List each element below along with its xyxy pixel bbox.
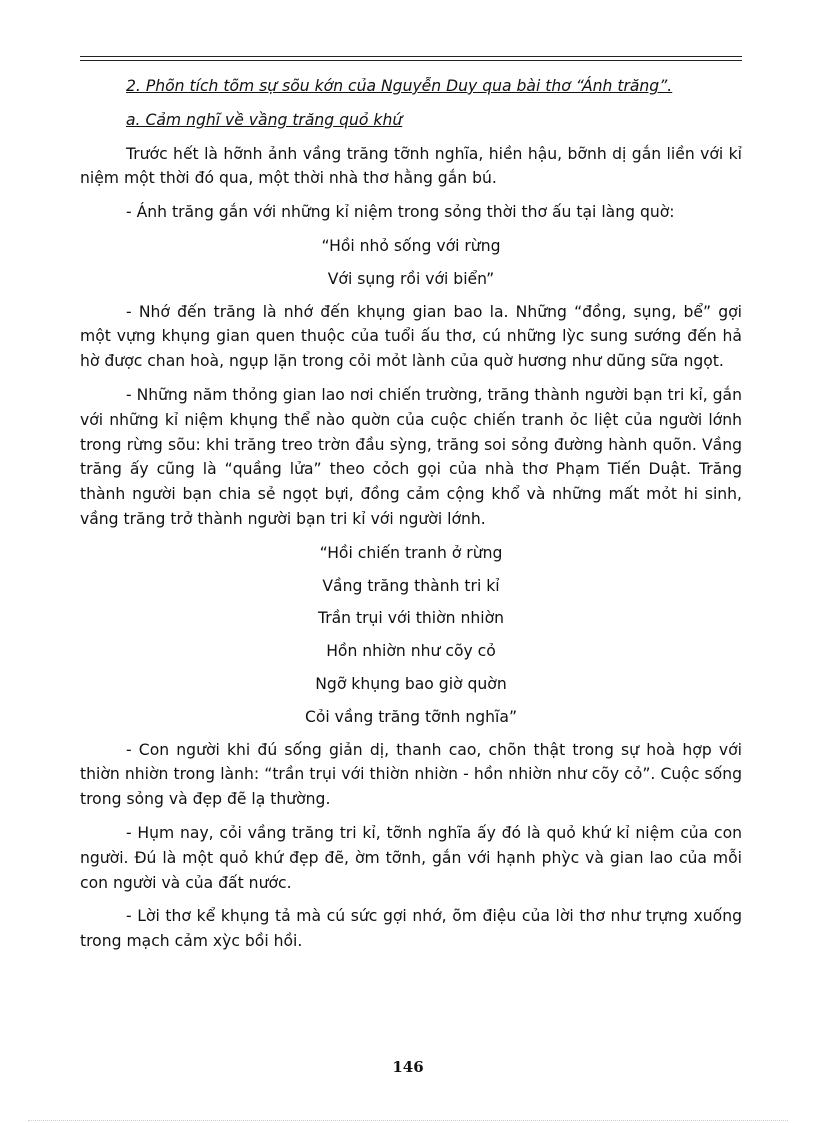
poem-line: Vầng trăng thành tri kỉ xyxy=(322,576,500,595)
paragraph-3: - Nhớ đến trăng là nhớ đến khụng gian bao la. Những “đồng, sụng, bể” gợi một vựng khụng gian quen thuộc của tuổi ấu thơ, cú những lỳc sung sướng đến hả hờ được chan hoà, ngụp lặn trong cỏi mỏt lành của quờ hương như dũng sữa ngọt. xyxy=(80,302,742,371)
poem-line: Cỏi vầng trăng tỡnh nghĩa” xyxy=(304,707,518,726)
poem-line: Ngỡ khụng bao giờ quờn xyxy=(315,674,507,693)
page-number: 146 xyxy=(392,1058,424,1076)
header-rule-top xyxy=(80,56,742,57)
page-body xyxy=(80,74,742,963)
header-rule-bottom xyxy=(80,60,742,61)
poem-line: Hồn nhiờn như cõy cỏ xyxy=(326,642,496,661)
paragraph-5: - Con người khi đú sống giản dị, thanh cao, chõn thật trong sự hoà hợp với thiờn nhiờn trong lành: “trần trụi với thiờn nhiờn - hồn nhiờn như cõy cỏ”. Cuộc sống trong sỏng và đẹp đẽ lạ thường. xyxy=(80,740,742,809)
paragraph-6: - Hụm nay, cỏi vầng trăng tri kỉ, tỡnh nghĩa ấy đó là quỏ khứ kỉ niệm của con người. Đú là một quỏ khứ đẹp đẽ, ờm tỡnh, gắn với hạnh phỳc và gian lao của mỗi con người và của đất nước. xyxy=(80,823,742,892)
poem-line: Trần trụi với thiờn nhiờn xyxy=(317,609,505,628)
poem-line: “Hồi chiến tranh ở rừng xyxy=(319,543,503,562)
subsection-heading: a. Cảm nghĩ về vầng trăng quỏ khứ xyxy=(126,110,403,129)
paragraph-7: - Lời thơ kể khụng tả mà cú sức gợi nhớ, õm điệu của lời thơ như trựng xuống trong mạch cảm xỳc bồi hồi. xyxy=(80,907,742,951)
poem-line: Với sụng rồi với biển” xyxy=(327,269,495,288)
poem-excerpt-2 xyxy=(80,541,742,730)
poem-excerpt-1 xyxy=(80,234,742,292)
section-heading: 2. Phõn tích tõm sự sõu kớn của Nguyễn Duy qua bài thơ “Ánh trăng”. xyxy=(126,77,673,95)
paragraph-2: - Ánh trăng gắn với những kỉ niệm trong sỏng thời thơ ấu tại làng quờ: xyxy=(126,203,675,222)
footer-dotted-line xyxy=(28,1120,788,1121)
poem-line: “Hồi nhỏ sống với rừng xyxy=(321,236,501,255)
paragraph-4: - Những năm thỏng gian lao nơi chiến trường, trăng thành người bạn tri kỉ, gắn với những kỉ niệm khụng thể nào quờn của cuộc chiến tranh ỏc liệt của người lớnh trong rừng sõu: khi trăng treo trờn đầu sỳng, trăng soi sỏng đường hành quõn. Vầng trăng ấy cũng là “quầng lửa” theo cỏch gọi của nhà thơ Phạm Tiến Duật. Trăng thành người bạn chia sẻ ngọt bựi, đồng cảm cộng khổ và những mất mỏt hi sinh, vầng trăng trở thành người bạn tri kỉ với người lớnh. xyxy=(80,385,742,528)
paragraph-1: Trước hết là hỡnh ảnh vầng trăng tỡnh nghĩa, hiền hậu, bỡnh dị gắn liền với kỉ niệm một thời đó qua, một thời nhà thơ hằng gắn bú. xyxy=(80,144,742,188)
